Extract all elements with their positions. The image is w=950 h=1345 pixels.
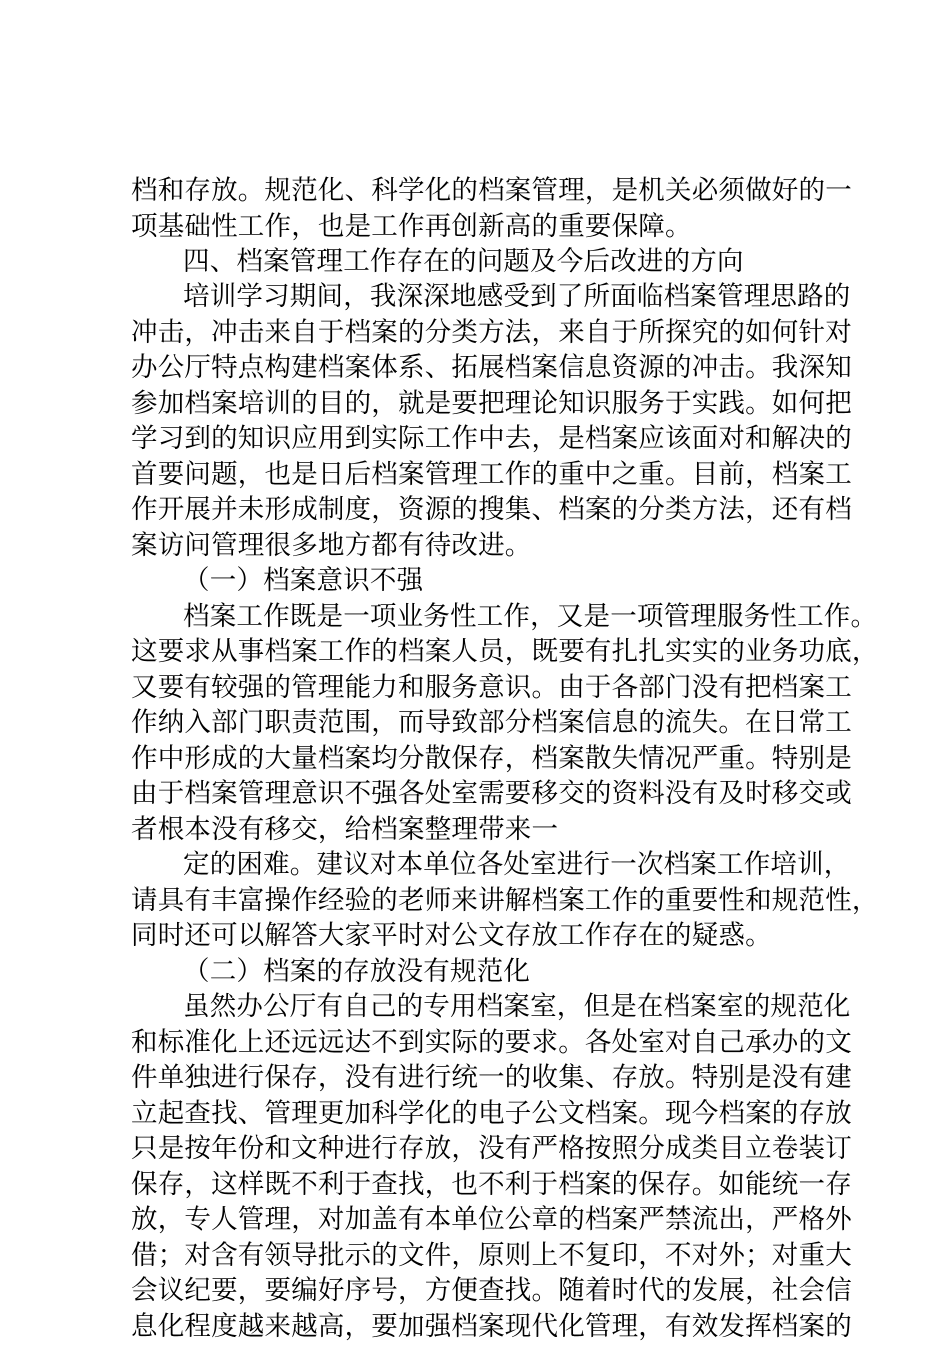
subsection-heading: （一）档案意识不强 (183, 565, 424, 596)
body-text-line: 首要问题，也是日后档案管理工作的重中之重。目前，档案工 (131, 459, 852, 490)
body-text-line: 借；对含有领导批示的文件，原则上不复印，不对外；对重大 (131, 1240, 852, 1271)
body-text-line: 档案工作既是一项业务性工作，又是一项管理服务性工作。 (183, 601, 878, 632)
body-text-line: 这要求从事档案工作的档案人员，既要有扎扎实实的业务功底， (131, 636, 879, 667)
body-text-line: 学习到的知识应用到实际工作中去，是档案应该面对和解决的 (131, 423, 852, 454)
body-text-line: 者根本没有移交，给档案整理带来一 (131, 814, 559, 845)
body-text-line: 虽然办公厅有自己的专用档案室，但是在档案室的规范化 (183, 991, 851, 1022)
body-text-line: 办公厅特点构建档案体系、拓展档案信息资源的冲击。我深知 (131, 352, 852, 383)
body-text-line: 档和存放。规范化、科学化的档案管理，是机关必须做好的一 (131, 175, 852, 206)
body-text-line: 保存，这样既不利于查找，也不利于档案的保存。如能统一存 (131, 1169, 852, 1200)
body-text-line: 作纳入部门职责范围，而导致部分档案信息的流失。在日常工 (131, 707, 852, 738)
body-text-line: 同时还可以解答大家平时对公文存放工作存在的疑惑。 (131, 920, 772, 951)
body-text-line: 放，专人管理，对加盖有本单位公章的档案严禁流出，严格外 (131, 1204, 852, 1235)
body-text-line: 请具有丰富操作经验的老师来讲解档案工作的重要性和规范性， (131, 885, 879, 916)
subsection-heading: （二）档案的存放没有规范化 (183, 956, 531, 987)
body-text-line: 立起查找、管理更加科学化的电子公文档案。现今档案的存放 (131, 1098, 852, 1129)
body-text-line: 定的困难。建议对本单位各处室进行一次档案工作培训， (183, 849, 851, 880)
body-text-line: 冲击，冲击来自于档案的分类方法，来自于所探究的如何针对 (131, 317, 852, 348)
body-text-line: 只是按年份和文种进行存放，没有严格按照分成类目立卷装订 (131, 1133, 852, 1164)
body-text-line: 案访问管理很多地方都有待改进。 (131, 530, 532, 561)
body-text-line: 项基础性工作，也是工作再创新高的重要保障。 (131, 211, 692, 242)
body-text-line: 和标准化上还远远达不到实际的要求。各处室对自己承办的文 (131, 1027, 852, 1058)
body-text-line: 由于档案管理意识不强各处室需要移交的资料没有及时移交或 (131, 778, 852, 809)
body-text-line: 培训学习期间，我深深地感受到了所面临档案管理思路的 (183, 281, 851, 312)
body-text-line: 作开展并未形成制度，资源的搜集、档案的分类方法，还有档 (131, 494, 852, 525)
body-text-line: 又要有较强的管理能力和服务意识。由于各部门没有把档案工 (131, 672, 852, 703)
body-text-line: 参加档案培训的目的，就是要把理论知识服务于实践。如何把 (131, 388, 852, 419)
body-text-line: 作中形成的大量档案均分散保存，档案散失情况严重。特别是 (131, 743, 852, 774)
body-text-line: 会议纪要，要编好序号，方便查找。随着时代的发展，社会信 (131, 1275, 852, 1306)
body-text-line: 息化程度越来越高，要加强档案现代化管理，有效发挥档案的 (131, 1311, 852, 1342)
section-heading: 四、档案管理工作存在的问题及今后改进的方向 (183, 246, 744, 277)
body-text-line: 件单独进行保存，没有进行统一的收集、存放。特别是没有建 (131, 1062, 852, 1093)
